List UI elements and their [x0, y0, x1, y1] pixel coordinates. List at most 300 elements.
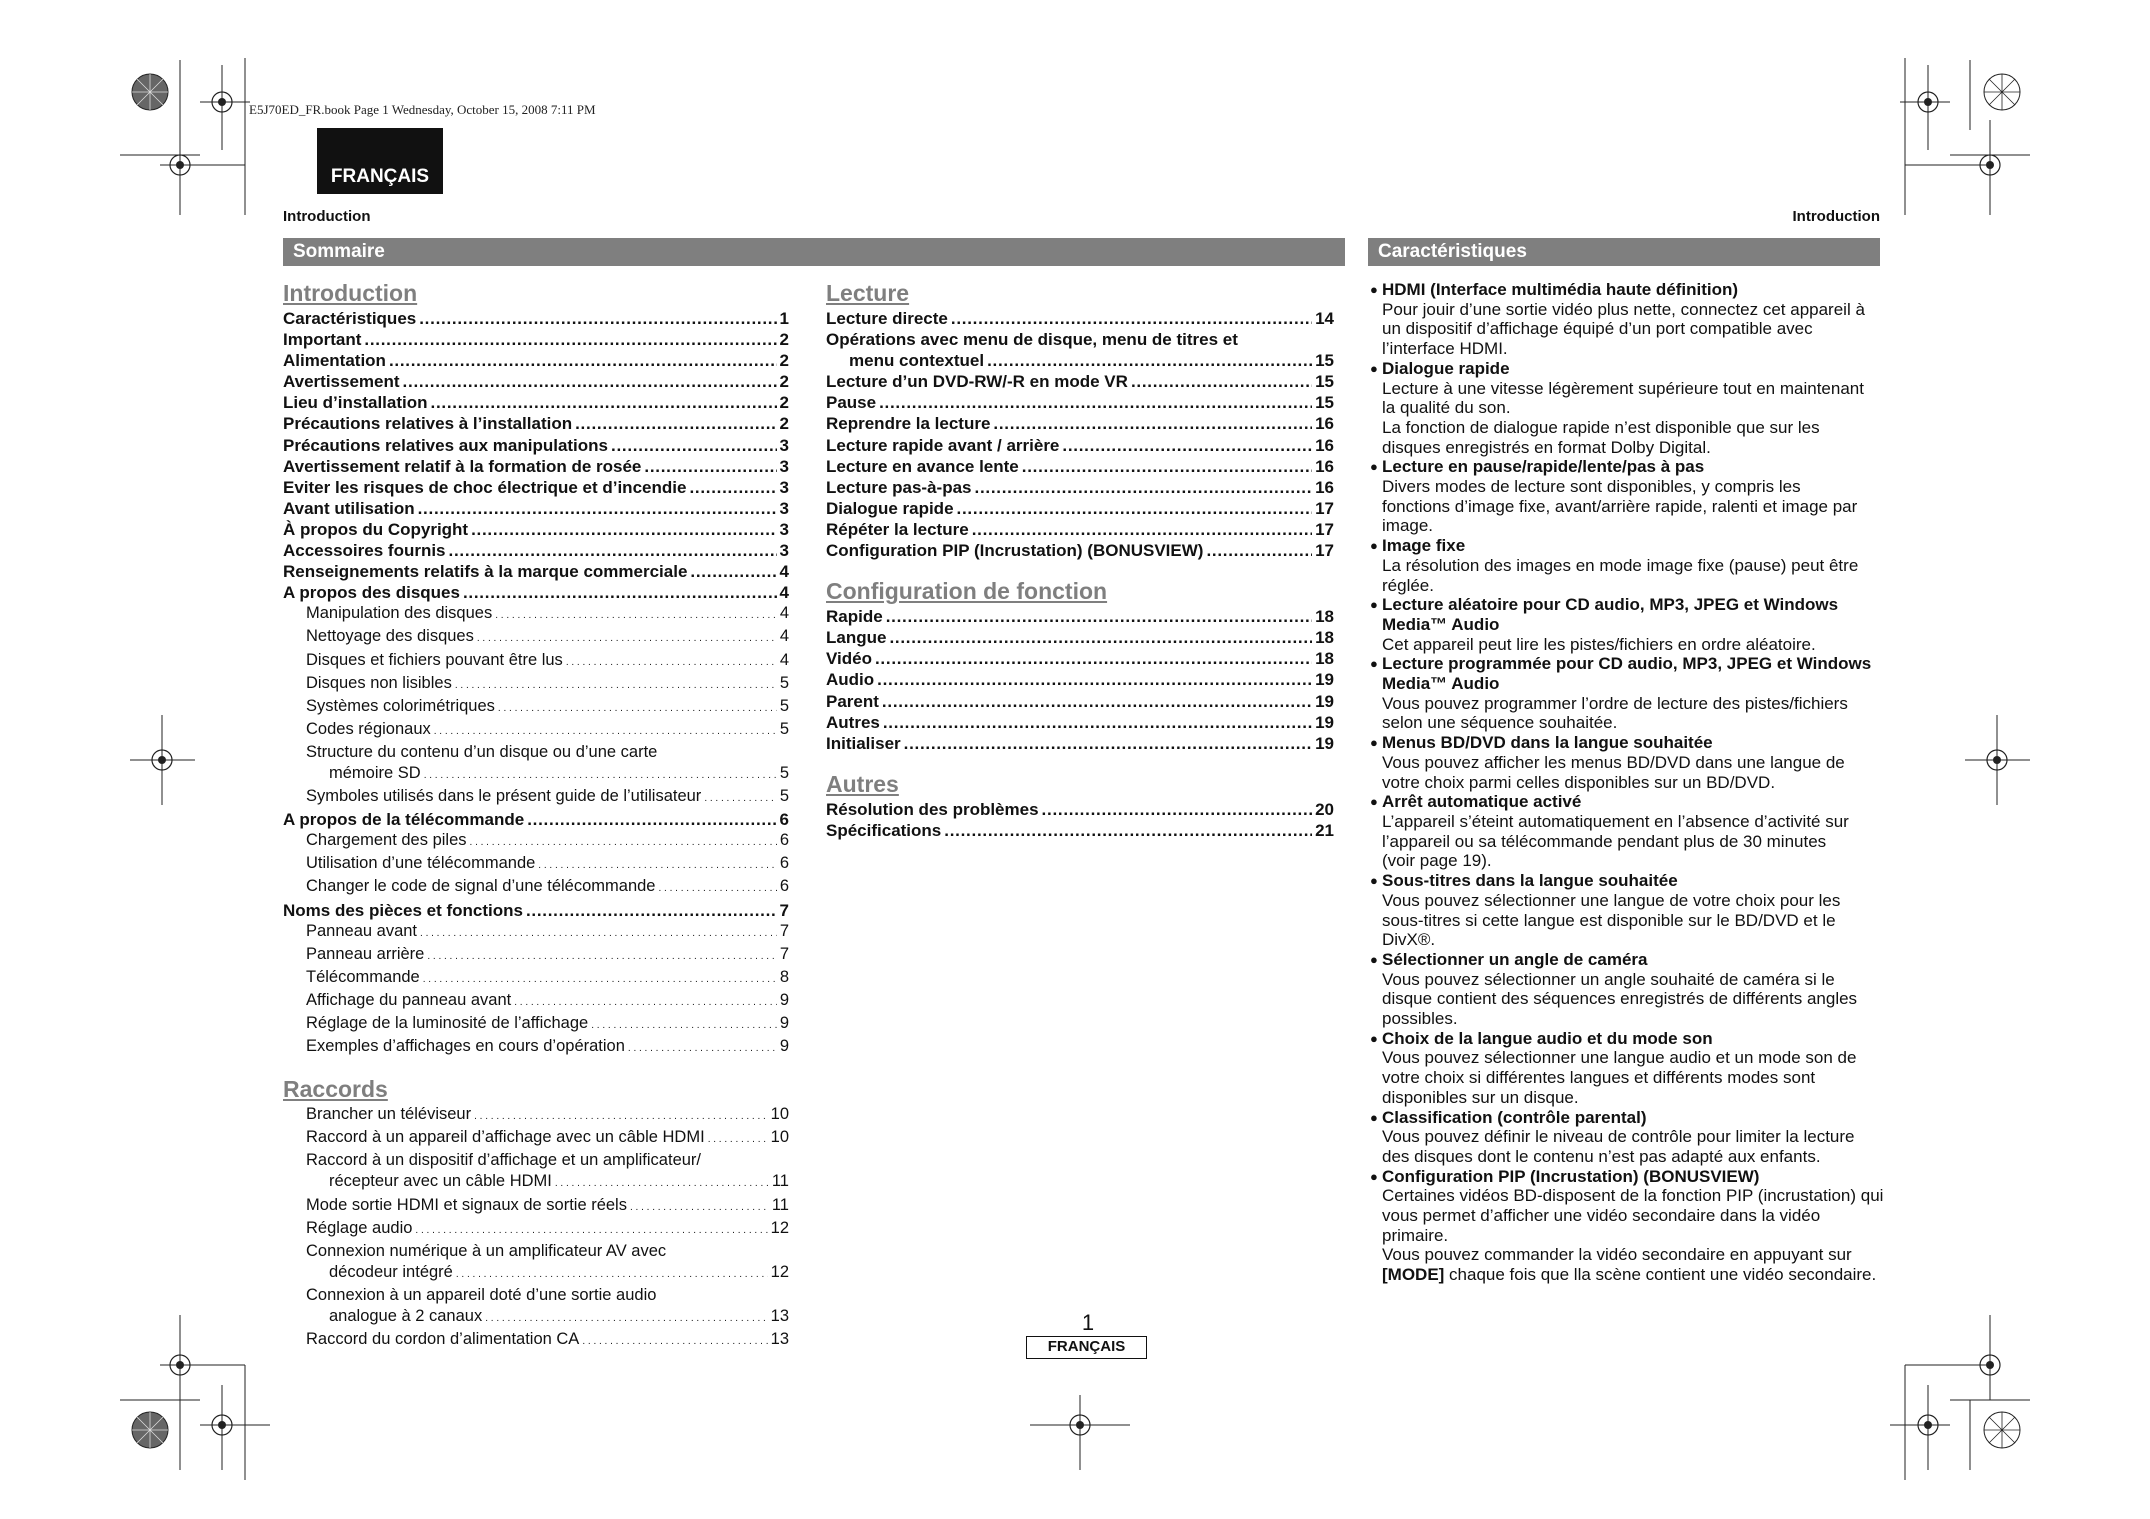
- leader-dots: [975, 477, 1313, 498]
- toc-entry[interactable]: [283, 900, 789, 921]
- toc-page-number: 12: [770, 1218, 789, 1237]
- toc-entry[interactable]: [826, 691, 1334, 712]
- toc-entry[interactable]: [826, 350, 1334, 371]
- toc-page-number: 15: [1315, 351, 1334, 371]
- toc-page-number: 6: [779, 831, 789, 850]
- toc-entry-title: Codes régionaux: [306, 719, 431, 738]
- toc-entry-title: Précautions relatives aux manipulations: [283, 435, 609, 455]
- bullet-icon: ●: [1370, 873, 1378, 889]
- toc-entry[interactable]: [283, 1127, 789, 1150]
- toc-entry-title: Disques non lisibles: [306, 673, 452, 692]
- footer-language-tab: FRANÇAIS: [1026, 1336, 1147, 1359]
- toc-entry-title: Résolution des problèmes: [826, 799, 1039, 819]
- toc-entry[interactable]: [826, 733, 1334, 754]
- toc-entry[interactable]: [283, 809, 789, 830]
- toc-entry-title: Chargement des piles: [306, 831, 467, 850]
- toc-entry[interactable]: [283, 763, 789, 786]
- toc-page-number: 17: [1315, 541, 1334, 561]
- feature-description: Vous pouvez programmer l’ordre de lecture des pistes/fichiers selon une séquence souhaitée.: [1382, 693, 1848, 733]
- bullet-icon: ●: [1370, 794, 1378, 810]
- toc-entry-title: A propos de la télécommande: [283, 810, 525, 830]
- bullet-icon: ●: [1370, 656, 1378, 672]
- feature-item: [1370, 950, 1890, 1029]
- feature-description: Cet appareil peut lire les pistes/fichiers en ordre aléatoire.: [1382, 634, 1816, 654]
- toc-page-number: 2: [779, 372, 789, 392]
- toc-entry-title: Dialogue rapide: [826, 498, 954, 518]
- leader-dots: [456, 1264, 768, 1285]
- toc-entry[interactable]: [283, 603, 789, 626]
- toc-page-number: 3: [779, 541, 789, 561]
- feature-heading: [1370, 654, 1890, 693]
- introduction-entries: [283, 308, 789, 1059]
- toc-entry[interactable]: [283, 1171, 789, 1194]
- toc-entry-title: Brancher un téléviseur: [306, 1105, 472, 1124]
- toc-entry-title: Changer le code de signal d’une télécommande: [306, 877, 656, 896]
- toc-entry[interactable]: [826, 627, 1334, 648]
- feature-description: Divers modes de lecture sont disponibles, y compris les fonctions d’image fixe, avant/arrière rapide, ralenti et image par image.: [1382, 477, 1858, 536]
- toc-entry[interactable]: [283, 435, 789, 456]
- toc-page-number: 18: [1315, 628, 1334, 648]
- toc-page-number: 19: [1315, 712, 1334, 732]
- toc-page-number: 4: [779, 583, 789, 603]
- feature-item: [1370, 280, 1890, 359]
- features-list: [1370, 280, 1890, 1285]
- running-head-right: Introduction: [1792, 208, 1880, 225]
- toc-page-number: 11: [771, 1172, 789, 1191]
- leader-dots: [951, 308, 1312, 329]
- toc-entry[interactable]: [283, 1329, 789, 1352]
- toc-entry[interactable]: [283, 498, 789, 519]
- toc-entry-title: Symboles utilisés dans le présent guide de l’utilisateur: [306, 787, 702, 806]
- features-header: Caractéristiques: [1368, 238, 1880, 266]
- configuration-entries: [826, 606, 1334, 754]
- toc-entry[interactable]: [283, 719, 789, 742]
- leader-dots: [591, 1015, 777, 1036]
- toc-page-number: 10: [770, 1105, 789, 1124]
- feature-heading: [1370, 595, 1890, 634]
- feature-title: Sélectionner un angle de caméra: [1382, 949, 1648, 969]
- toc-page-number: 19: [1315, 733, 1334, 753]
- toc-entry[interactable]: [826, 413, 1334, 434]
- feature-description: La résolution des images en mode image fixe (pause) peut être réglée.: [1382, 555, 1859, 595]
- bullet-icon: ●: [1370, 597, 1378, 613]
- toc-page-number: 8: [779, 967, 789, 986]
- feature-item: [1370, 359, 1890, 458]
- toc-entry[interactable]: [283, 413, 789, 434]
- toc-page-number: 6: [779, 877, 789, 896]
- leader-dots: [644, 456, 776, 477]
- feature-item: [1370, 1167, 1890, 1285]
- toc-entry-title: Lieu d’installation: [283, 393, 428, 413]
- toc-entry[interactable]: [826, 799, 1334, 820]
- toc-page-number: 4: [779, 604, 789, 623]
- toc-entry[interactable]: [283, 876, 789, 899]
- feature-description: Vous pouvez définir le niveau de contrôle pour limiter la lecture des disques dont le contenu n’est pas adapté aux enfants.: [1382, 1127, 1855, 1166]
- leader-dots: [1022, 456, 1312, 477]
- feature-heading: [1370, 280, 1890, 300]
- toc-page-number: 9: [779, 1037, 789, 1056]
- leader-dots: [498, 698, 777, 719]
- toc-entry[interactable]: [283, 1104, 789, 1127]
- toc-entry[interactable]: [283, 540, 789, 561]
- leader-dots: [889, 627, 1312, 648]
- toc-page-number: 15: [1315, 393, 1334, 413]
- leader-dots: [434, 721, 777, 742]
- toc-page-number: 5: [779, 719, 789, 738]
- feature-description: Vous pouvez sélectionner une langue de votre choix pour les sous-titres si cette langue est disponible sur le BD/DVD et le DivX®.: [1382, 890, 1841, 950]
- toc-entry[interactable]: [283, 477, 789, 498]
- sommaire-header: Sommaire: [283, 238, 1345, 266]
- feature-title: Menus BD/DVD dans la langue souhaitée: [1382, 733, 1713, 753]
- toc-entry[interactable]: [283, 853, 789, 876]
- bullet-icon: ●: [1370, 360, 1378, 376]
- leader-dots: [704, 788, 777, 809]
- language-tab: FRANÇAIS: [317, 128, 443, 194]
- feature-item: [1370, 595, 1890, 654]
- toc-entry[interactable]: [283, 921, 789, 944]
- mode-key-label: [MODE]: [1382, 1265, 1445, 1285]
- feature-title: Dialogue rapide: [1382, 358, 1510, 378]
- toc-entry[interactable]: [283, 561, 789, 582]
- section-title-configuration[interactable]: Configuration de fonction: [826, 578, 1108, 605]
- leader-dots: [630, 1197, 769, 1218]
- leader-dots: [1062, 435, 1312, 456]
- toc-entry[interactable]: [283, 944, 789, 967]
- toc-page-number: 5: [779, 787, 789, 806]
- toc-page-number: 19: [1315, 670, 1334, 690]
- leader-dots: [423, 969, 777, 990]
- toc-page-number: 13: [770, 1307, 789, 1326]
- toc-entry-line: Connexion numérique à un amplificateur AV avec: [306, 1241, 667, 1260]
- toc-entry-title: Panneau avant: [306, 921, 418, 940]
- toc-entry[interactable]: [826, 371, 1334, 392]
- bullet-icon: ●: [1370, 1168, 1378, 1184]
- feature-heading: [1370, 457, 1890, 477]
- feature-title: Lecture en pause/rapide/lente/pas à pas: [1382, 457, 1705, 477]
- toc-page-number: 2: [779, 351, 789, 371]
- toc-entry-title: Raccord du cordon d’alimentation CA: [306, 1330, 580, 1349]
- toc-entry[interactable]: [826, 540, 1334, 561]
- feature-title: HDMI (Interface multimédia haute définition): [1382, 280, 1739, 299]
- leader-dots: [474, 1106, 768, 1127]
- toc-entry-title: Caractéristiques: [283, 309, 417, 328]
- toc-page-number: 3: [779, 498, 789, 518]
- toc-page-number: 5: [779, 763, 789, 782]
- leader-dots: [471, 519, 776, 540]
- toc-entry-title: Autres: [826, 712, 880, 732]
- toc-entry-title: Mode sortie HDMI et signaux de sortie réels: [306, 1195, 627, 1214]
- toc-entry-title: Avertissement relatif à la formation de rosée: [283, 456, 642, 476]
- toc-page-number: 6: [779, 854, 789, 873]
- feature-heading: [1370, 733, 1890, 753]
- leader-dots: [882, 691, 1312, 712]
- toc-page-number: 3: [779, 477, 789, 497]
- feature-description: Pour jouir d’une sortie vidéo plus nette, connectez cet appareil à un dispositif d’affichage équipé d’un port compatible avec l’interface HDMI.: [1382, 299, 1865, 359]
- leader-dots: [575, 413, 776, 434]
- toc-page-number: 11: [771, 1195, 789, 1214]
- toc-entry-title: Télécommande: [306, 967, 420, 986]
- leader-dots: [514, 992, 777, 1013]
- bullet-icon: ●: [1370, 459, 1378, 475]
- toc-page-number: 16: [1315, 414, 1334, 434]
- bullet-icon: ●: [1370, 1030, 1378, 1046]
- leader-dots: [431, 392, 777, 413]
- toc-entry[interactable]: [283, 673, 789, 696]
- feature-title: Image fixe: [1382, 536, 1466, 556]
- toc-entry[interactable]: [826, 498, 1334, 519]
- feature-title: Classification (contrôle parental): [1382, 1107, 1647, 1127]
- toc-entry-title: Précautions relatives à l’installation: [283, 414, 573, 434]
- toc-entry[interactable]: [283, 1306, 789, 1329]
- leader-dots: [403, 371, 777, 392]
- feature-description: Vous pouvez sélectionner une langue audio et un mode son de votre choix si différentes langues et différents modes sont disponibles sur un disque.: [1382, 1048, 1857, 1107]
- leader-dots: [418, 498, 777, 519]
- leader-dots: [420, 923, 777, 944]
- toc-page-number: 5: [779, 673, 789, 692]
- feature-heading: [1370, 871, 1890, 891]
- leader-dots: [689, 477, 776, 498]
- leader-dots: [389, 350, 777, 371]
- toc-entry-title: Initialiser: [826, 733, 901, 753]
- toc-page-number: 5: [779, 696, 789, 715]
- leader-dots: [449, 540, 777, 561]
- running-head-left: Introduction: [283, 208, 371, 225]
- toc-entry-title: Disques et fichiers pouvant être lus: [306, 650, 563, 669]
- leader-dots: [886, 606, 1312, 627]
- toc-entry-title: Reprendre la lecture: [826, 414, 991, 434]
- bullet-icon: ●: [1370, 538, 1378, 554]
- toc-entry[interactable]: [283, 830, 789, 853]
- leader-dots: [611, 435, 777, 456]
- leader-dots: [1042, 799, 1313, 820]
- toc-page-number: 10: [770, 1128, 789, 1147]
- leader-dots: [427, 946, 776, 967]
- toc-entry-line: Structure du contenu d’un disque ou d’une carte: [306, 742, 658, 761]
- leader-dots: [658, 878, 776, 899]
- toc-page-number: 14: [1315, 309, 1334, 328]
- toc-entry[interactable]: [283, 1218, 789, 1241]
- feature-item: [1370, 792, 1890, 871]
- feature-title: Lecture aléatoire pour CD audio, MP3, JPEG et Windows Media™ Audio: [1382, 595, 1839, 634]
- feature-item: [1370, 1029, 1890, 1108]
- toc-entry[interactable]: [283, 308, 789, 329]
- feature-item: [1370, 733, 1890, 792]
- leader-dots: [527, 809, 776, 830]
- toc-entry[interactable]: [283, 392, 789, 413]
- toc-page-number: 2: [779, 414, 789, 434]
- toc-page-number: 3: [779, 456, 789, 476]
- leader-dots: [364, 329, 776, 350]
- toc-entry[interactable]: [826, 519, 1334, 540]
- toc-entry-title: Vidéo: [826, 649, 872, 669]
- toc-entry-title: Systèmes colorimétriques: [306, 696, 495, 715]
- toc-entry-title: mémoire SD: [329, 763, 421, 782]
- feature-description: Certaines vidéos BD-disposent de la fonction PIP (incrustation) qui vous permet d’afficher une vidéo secondaire dans la vidéo primaire. Vous pouvez commander la vidéo secondaire en appuyant sur [MODE] chaque fois que lla scène contient une vidéo secondaire.: [1382, 1186, 1884, 1285]
- toc-entry[interactable]: [283, 696, 789, 719]
- toc-entry[interactable]: [283, 329, 789, 350]
- toc-entry-line: Connexion à un appareil doté d’une sortie audio: [306, 1285, 657, 1304]
- toc-entry[interactable]: [283, 650, 789, 673]
- toc-page-number: 16: [1315, 456, 1334, 476]
- toc-entry-title: Pause: [826, 393, 877, 413]
- section-title-lecture[interactable]: Lecture: [826, 280, 910, 306]
- toc-entry-title: Nettoyage des disques: [306, 627, 474, 646]
- leader-dots: [1206, 540, 1312, 561]
- toc-page-number: 20: [1315, 799, 1334, 819]
- toc-entry[interactable]: [826, 606, 1334, 627]
- toc-entry-title: Spécifications: [826, 820, 942, 840]
- toc-page-number: 7: [779, 944, 789, 963]
- toc-entry[interactable]: [826, 392, 1334, 413]
- toc-entry-title: récepteur avec un câble HDMI: [329, 1172, 552, 1191]
- feature-heading: [1370, 792, 1890, 812]
- feature-item: [1370, 654, 1890, 733]
- toc-entry-title: Lecture d’un DVD-RW/-R en mode VR: [826, 372, 1128, 392]
- toc-entry[interactable]: [283, 582, 789, 603]
- leader-dots: [883, 712, 1312, 733]
- section-title-introduction[interactable]: Introduction: [283, 280, 418, 306]
- leader-dots: [555, 1173, 769, 1194]
- toc-entry-title: Parent: [826, 691, 879, 711]
- leader-dots: [972, 519, 1312, 540]
- toc-entry-title: Renseignements relatifs à la marque commerciale: [283, 562, 688, 582]
- toc-entry-title: Noms des pièces et fonctions: [283, 900, 523, 920]
- toc-entry[interactable]: [283, 1013, 789, 1036]
- toc-page-number: 21: [1315, 820, 1334, 840]
- section-title-autres[interactable]: Autres: [826, 770, 899, 797]
- toc-entry[interactable]: [283, 350, 789, 371]
- toc-entry-title: Langue: [826, 628, 887, 648]
- section-title-raccords[interactable]: Raccords: [283, 1076, 388, 1103]
- leader-dots: [455, 675, 777, 696]
- raccords-entries: [283, 1104, 789, 1352]
- toc-entry[interactable]: [826, 669, 1334, 690]
- toc-page-number: 18: [1315, 649, 1334, 669]
- toc-entry[interactable]: [826, 648, 1334, 669]
- toc-entry-title: Lecture pas-à-pas: [826, 477, 972, 497]
- toc-entry[interactable]: [283, 626, 789, 649]
- toc-page-number: 6: [779, 810, 789, 830]
- feature-heading: [1370, 1108, 1890, 1128]
- toc-entry[interactable]: [283, 371, 789, 392]
- toc-entry-title: Utilisation d’une télécommande: [306, 854, 536, 873]
- toc-page-number: 16: [1315, 477, 1334, 497]
- leader-dots: [415, 1220, 767, 1241]
- toc-entry-title: A propos des disques: [283, 583, 460, 603]
- toc-entry-title: Avertissement: [283, 372, 400, 392]
- toc-page-number: 4: [779, 562, 789, 582]
- leader-dots: [877, 669, 1312, 690]
- lecture-entries: [826, 308, 1334, 561]
- toc-entry-title: À propos du Copyright: [283, 519, 469, 539]
- feature-title: Configuration PIP (Incrustation) (BONUSVIEW): [1382, 1166, 1760, 1186]
- bullet-icon: ●: [1370, 951, 1378, 967]
- toc-entry-title: Accessoires fournis: [283, 541, 446, 561]
- toc-entry[interactable]: [283, 990, 789, 1013]
- toc-entry[interactable]: [826, 435, 1334, 456]
- toc-entry[interactable]: [826, 712, 1334, 733]
- toc-entry[interactable]: [826, 820, 1334, 841]
- feature-heading: [1370, 536, 1890, 556]
- leader-dots: [690, 561, 776, 582]
- leader-dots: [708, 1129, 768, 1150]
- feature-title: Lecture programmée pour CD audio, MP3, JPEG et Windows Media™ Audio: [1382, 654, 1872, 694]
- toc-page-number: 3: [779, 435, 789, 455]
- toc-entry[interactable]: [283, 1262, 789, 1285]
- toc-entry-title: Important: [283, 330, 362, 350]
- feature-heading: [1370, 1029, 1890, 1049]
- feature-item: [1370, 457, 1890, 536]
- leader-dots: [495, 605, 777, 626]
- leader-dots: [477, 628, 777, 649]
- toc-entry-title: Panneau arrière: [306, 944, 425, 963]
- feature-item: [1370, 536, 1890, 595]
- toc-entry[interactable]: [283, 519, 789, 540]
- leader-dots: [582, 1331, 767, 1352]
- leader-dots: [904, 733, 1312, 754]
- leader-dots: [944, 820, 1312, 841]
- toc-entry[interactable]: [826, 308, 1334, 329]
- toc-page-number: 18: [1315, 607, 1334, 627]
- toc-entry[interactable]: [826, 477, 1334, 498]
- toc-left-column: [283, 279, 789, 1352]
- toc-entry-title: Avant utilisation: [283, 498, 415, 518]
- bullet-icon: ●: [1370, 735, 1378, 751]
- toc-entry-title: Configuration PIP (Incrustation) (BONUSVIEW): [826, 541, 1204, 561]
- toc-page-number: 12: [770, 1262, 789, 1281]
- toc-entry-title: Réglage de la luminosité de l’affichage: [306, 1014, 589, 1032]
- toc-entry-title: Alimentation: [283, 351, 386, 371]
- toc-entry-title: Lecture en avance lente: [826, 456, 1019, 476]
- feature-heading: [1370, 950, 1890, 970]
- feature-description: Lecture à une vitesse légèrement supérieure tout en maintenant la qualité du son. La fonction de dialogue rapide n’est disponible que sur les disques enregistrés en format Dolby Digital.: [1382, 378, 1864, 457]
- toc-entry[interactable]: [283, 1195, 789, 1218]
- feature-title: Arrêt automatique activé: [1382, 792, 1582, 812]
- toc-entry[interactable]: [283, 456, 789, 477]
- toc-page-number: 17: [1315, 519, 1334, 539]
- leader-dots: [993, 413, 1312, 434]
- toc-middle-column: [826, 279, 1334, 841]
- toc-page-number: 9: [779, 990, 789, 1009]
- toc-page-number: 4: [779, 650, 789, 669]
- feature-title: Choix de la langue audio et du mode son: [1382, 1028, 1713, 1048]
- feature-description: Vous pouvez sélectionner un angle souhaité de caméra si le disque contient des séquences enregistrés de différents angles possibles.: [1382, 969, 1858, 1029]
- toc-entry[interactable]: [283, 967, 789, 990]
- toc-entry-line: Opérations avec menu de disque, menu de titres et: [826, 330, 1238, 350]
- leader-dots: [419, 308, 776, 329]
- leader-dots: [628, 1038, 777, 1059]
- toc-entry-title: Manipulation des disques: [306, 604, 493, 623]
- toc-page-number: 9: [779, 1014, 789, 1032]
- toc-entry[interactable]: [283, 1036, 789, 1059]
- toc-page-number: 15: [1315, 372, 1334, 392]
- toc-entry-title: Répéter la lecture: [826, 519, 969, 539]
- toc-entry-title: Lecture rapide avant / arrière: [826, 435, 1060, 455]
- leader-dots: [879, 392, 1312, 413]
- toc-entry-title: Rapide: [826, 607, 883, 627]
- feature-description: L’appareil s’éteint automatiquement en l’absence d’activité sur l’appareil ou sa télécommande pendant plus de 30 minutes (voir page 19).: [1382, 811, 1849, 871]
- toc-entry[interactable]: [283, 786, 789, 809]
- toc-entry-title: décodeur intégré: [329, 1262, 453, 1281]
- leader-dots: [470, 832, 777, 853]
- leader-dots: [987, 350, 1312, 371]
- leader-dots: [463, 582, 777, 603]
- toc-entry[interactable]: [826, 456, 1334, 477]
- feature-heading: [1370, 1167, 1890, 1187]
- toc-page-number: 7: [779, 921, 789, 940]
- leader-dots: [875, 648, 1312, 669]
- feature-item: [1370, 1108, 1890, 1167]
